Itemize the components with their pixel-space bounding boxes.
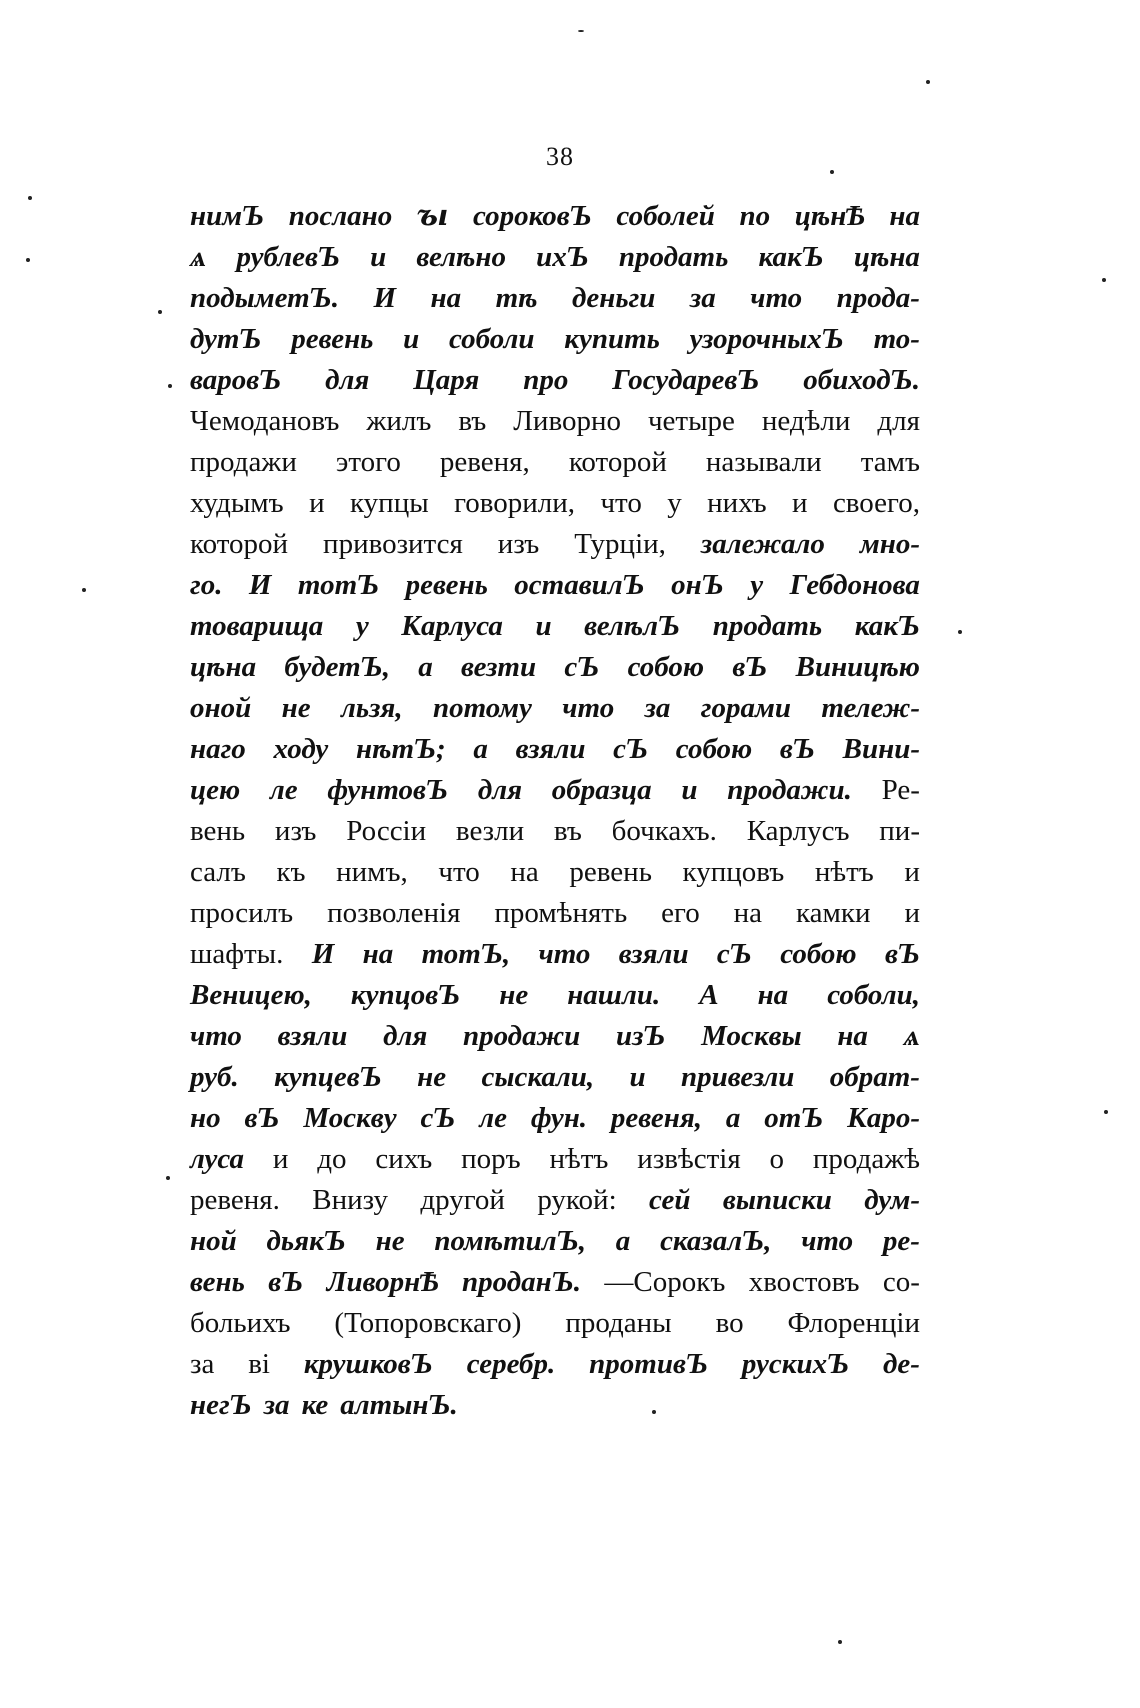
word: тотЪ, bbox=[421, 938, 511, 970]
word: въ bbox=[553, 815, 582, 847]
word: сороковЪ bbox=[473, 200, 592, 232]
word: ле bbox=[269, 774, 298, 806]
word: продажи bbox=[190, 446, 297, 478]
word: ревень bbox=[291, 323, 374, 355]
word: его bbox=[661, 897, 700, 929]
word: рукой: bbox=[537, 1184, 617, 1216]
word: (Топоровскаго) bbox=[334, 1307, 522, 1339]
word: фунтовЪ bbox=[327, 774, 449, 806]
word: какЪ bbox=[758, 241, 824, 273]
word: Россіи bbox=[346, 815, 427, 847]
word: а bbox=[615, 1225, 631, 1257]
word: у bbox=[750, 569, 764, 601]
text-line bbox=[190, 688, 920, 729]
word: позволенія bbox=[327, 897, 461, 929]
word: дум- bbox=[864, 1184, 920, 1216]
text-line bbox=[190, 811, 920, 852]
word: Карлуса bbox=[401, 610, 503, 642]
word: Турціи, bbox=[574, 528, 666, 560]
word: пи- bbox=[879, 815, 920, 847]
word: сыскали, bbox=[481, 1061, 595, 1093]
word: Гебдонова bbox=[789, 569, 920, 601]
word: ГосударевЪ bbox=[612, 364, 760, 396]
text-line bbox=[190, 1303, 920, 1344]
word: мно- bbox=[859, 528, 920, 560]
text-line bbox=[190, 360, 920, 401]
word: Москвы bbox=[701, 1020, 802, 1052]
text-line bbox=[190, 278, 920, 319]
word: обрат- bbox=[829, 1061, 920, 1093]
word: за bbox=[644, 692, 671, 724]
word: серебр. bbox=[466, 1348, 556, 1380]
word: у bbox=[667, 487, 682, 519]
text-line bbox=[190, 1344, 920, 1385]
text-line bbox=[190, 975, 920, 1016]
scan-speck bbox=[158, 310, 162, 314]
word: Ливорно bbox=[513, 405, 621, 437]
word: ревень bbox=[569, 856, 652, 888]
word: бочкахъ. bbox=[611, 815, 717, 847]
word: проданы bbox=[565, 1307, 672, 1339]
word: которой bbox=[568, 446, 667, 478]
word: и bbox=[904, 897, 920, 929]
word: для bbox=[477, 774, 523, 806]
scan-speck bbox=[82, 588, 86, 592]
word: что bbox=[750, 282, 803, 314]
word: камки bbox=[796, 897, 871, 929]
word: что bbox=[801, 1225, 854, 1257]
word: А bbox=[699, 979, 719, 1011]
word: не bbox=[417, 1061, 447, 1093]
word: для bbox=[325, 364, 370, 396]
text-line bbox=[190, 1057, 920, 1098]
word: наго bbox=[190, 733, 246, 765]
word: на bbox=[889, 200, 920, 232]
word: Москву bbox=[303, 1102, 397, 1134]
word: ЛиворнѢ bbox=[326, 1266, 439, 1298]
word: купцовЪ bbox=[350, 979, 461, 1011]
word: го. bbox=[190, 569, 223, 601]
word: ꙑ bbox=[416, 200, 449, 232]
word: что bbox=[562, 692, 615, 724]
text-line bbox=[190, 196, 920, 237]
word: алтынЪ. bbox=[340, 1389, 458, 1421]
word: сихъ bbox=[375, 1143, 433, 1175]
text-line bbox=[190, 729, 920, 770]
word: послано bbox=[288, 200, 393, 232]
word: ке bbox=[301, 1389, 329, 1421]
word: взяли bbox=[618, 938, 689, 970]
text-line bbox=[190, 1262, 920, 1303]
word: цѣнѢ bbox=[794, 200, 865, 232]
text-line bbox=[190, 442, 920, 483]
word: купцы bbox=[350, 487, 429, 519]
text-line bbox=[190, 893, 920, 934]
word: онЪ bbox=[671, 569, 724, 601]
word: велѣно bbox=[416, 241, 506, 273]
word: и bbox=[309, 487, 325, 519]
word: продажи bbox=[462, 1020, 581, 1052]
text-line bbox=[190, 647, 920, 688]
word: Ре- bbox=[881, 774, 920, 806]
word: и bbox=[904, 856, 920, 888]
word: продажи. bbox=[727, 774, 852, 806]
word: хвостовъ bbox=[748, 1266, 860, 1298]
word: везли bbox=[455, 815, 525, 847]
word: сказалЪ, bbox=[660, 1225, 772, 1257]
word: сЪ bbox=[613, 733, 649, 765]
word: но bbox=[190, 1102, 221, 1134]
word: для bbox=[877, 405, 920, 437]
word: сЪ bbox=[716, 938, 752, 970]
text-line bbox=[190, 606, 920, 647]
word: до bbox=[317, 1143, 347, 1175]
word: Веницею, bbox=[190, 979, 312, 1011]
text-line bbox=[190, 565, 920, 606]
word: и bbox=[629, 1061, 646, 1093]
word: ной bbox=[190, 1225, 237, 1257]
word: продажѣ bbox=[812, 1143, 920, 1175]
text-line bbox=[190, 401, 920, 442]
word: и bbox=[681, 774, 698, 806]
word: про bbox=[523, 364, 569, 396]
word: другой bbox=[420, 1184, 505, 1216]
word: по bbox=[739, 200, 771, 232]
word: ходу bbox=[273, 733, 329, 765]
word: и bbox=[403, 323, 420, 355]
word: къ bbox=[276, 856, 306, 888]
word: ѧ bbox=[903, 1020, 920, 1052]
word: собою bbox=[675, 733, 753, 765]
word: рублевЪ bbox=[236, 241, 340, 273]
word: тотЪ bbox=[297, 569, 380, 601]
word: а bbox=[418, 651, 433, 683]
word: узорочныхЪ bbox=[689, 323, 844, 355]
word: не bbox=[375, 1225, 405, 1257]
word: дутЪ bbox=[190, 323, 262, 355]
word: цѣна bbox=[190, 651, 257, 683]
word: негЪ bbox=[190, 1389, 252, 1421]
word: соболей bbox=[616, 200, 715, 232]
word: отЪ bbox=[764, 1102, 824, 1134]
word: рускихЪ bbox=[741, 1348, 850, 1380]
word: оставилЪ bbox=[514, 569, 645, 601]
word: а bbox=[725, 1102, 741, 1134]
word: ві bbox=[248, 1348, 270, 1380]
text-line bbox=[190, 1385, 920, 1426]
word: помѣтилЪ, bbox=[434, 1225, 586, 1257]
word: нѣтъ bbox=[549, 1143, 609, 1175]
word: на bbox=[362, 938, 394, 970]
word: Внизу bbox=[312, 1184, 388, 1216]
word: нѣтъ bbox=[814, 856, 874, 888]
word: нѣтЪ; bbox=[356, 733, 446, 765]
word: на bbox=[733, 897, 763, 929]
scan-speck bbox=[830, 170, 834, 174]
word: крушковЪ bbox=[303, 1348, 433, 1380]
word: нимъ, bbox=[336, 856, 408, 888]
word: купцевЪ bbox=[274, 1061, 382, 1093]
word: нашли. bbox=[567, 979, 661, 1011]
word: соболи, bbox=[827, 979, 920, 1011]
word: вЪ bbox=[244, 1102, 280, 1134]
word: варовЪ bbox=[190, 364, 282, 396]
word: а bbox=[473, 733, 488, 765]
word: вЪ bbox=[732, 651, 768, 683]
word: льзя, bbox=[340, 692, 403, 724]
word: купить bbox=[564, 323, 660, 355]
word: взяли bbox=[515, 733, 586, 765]
word: вЪ bbox=[268, 1266, 304, 1298]
scan-speck bbox=[28, 196, 32, 200]
word: ихЪ bbox=[536, 241, 589, 273]
word: ле bbox=[479, 1102, 507, 1134]
word: и bbox=[272, 1143, 289, 1175]
word: Вини- bbox=[842, 733, 920, 765]
word: И bbox=[373, 282, 397, 314]
word: фун. bbox=[530, 1102, 588, 1134]
word: тамъ bbox=[860, 446, 920, 478]
word: этого bbox=[335, 446, 401, 478]
word: дьякЪ bbox=[266, 1225, 346, 1257]
word: сей bbox=[649, 1184, 691, 1216]
word: противЪ bbox=[589, 1348, 708, 1380]
word: ревеня, bbox=[610, 1102, 703, 1134]
word: и bbox=[535, 610, 552, 642]
word: вень bbox=[190, 1266, 245, 1298]
word: и bbox=[370, 241, 387, 273]
word: собою bbox=[627, 651, 705, 683]
word: нихъ bbox=[707, 487, 767, 519]
scan-speck bbox=[1104, 1110, 1108, 1114]
word: у bbox=[355, 610, 369, 642]
word: вЪ bbox=[779, 733, 815, 765]
word: оной bbox=[190, 692, 252, 724]
word: горами bbox=[700, 692, 791, 724]
word: больихъ bbox=[190, 1307, 291, 1339]
word: на bbox=[757, 979, 789, 1011]
text-line bbox=[190, 483, 920, 524]
word: что bbox=[438, 856, 480, 888]
word: вень bbox=[190, 815, 246, 847]
word: взяли bbox=[277, 1020, 348, 1052]
word: изЪ bbox=[615, 1020, 666, 1052]
word: подыметЪ. bbox=[190, 282, 339, 314]
word: поръ bbox=[461, 1143, 521, 1175]
text-line bbox=[190, 1221, 920, 1262]
word: тележ- bbox=[821, 692, 920, 724]
word: обиходЪ. bbox=[803, 364, 920, 396]
scan-speck bbox=[958, 630, 962, 634]
scan-speck bbox=[168, 384, 172, 388]
word: цею bbox=[190, 774, 241, 806]
word: Каро- bbox=[847, 1102, 920, 1134]
scan-speck bbox=[838, 1640, 842, 1644]
word: ѧ bbox=[190, 241, 207, 273]
word: продать bbox=[712, 610, 823, 642]
word: проданЪ. bbox=[462, 1266, 582, 1298]
word: что bbox=[190, 1020, 242, 1052]
word: недѣли bbox=[761, 405, 851, 437]
word: И bbox=[311, 938, 335, 970]
word: товарища bbox=[190, 610, 324, 642]
text-line bbox=[190, 852, 920, 893]
scan-speck bbox=[652, 1410, 656, 1414]
word: велѣлЪ bbox=[584, 610, 681, 642]
word: продать bbox=[618, 241, 729, 273]
scan-speck bbox=[926, 80, 930, 84]
word: залежало bbox=[700, 528, 825, 560]
word: просилъ bbox=[190, 897, 294, 929]
word: о bbox=[769, 1143, 785, 1175]
word: какЪ bbox=[854, 610, 920, 642]
word: четыре bbox=[647, 405, 735, 437]
word: во bbox=[715, 1307, 744, 1339]
word: шафты. bbox=[190, 938, 284, 970]
word: не bbox=[499, 979, 529, 1011]
text-line bbox=[190, 237, 920, 278]
word: за bbox=[263, 1389, 290, 1421]
word: въ bbox=[458, 405, 487, 437]
word: Карлусъ bbox=[746, 815, 850, 847]
word: на bbox=[837, 1020, 868, 1052]
word: И bbox=[248, 569, 272, 601]
word: де- bbox=[883, 1348, 920, 1380]
word: то- bbox=[873, 323, 920, 355]
word: своего, bbox=[832, 487, 920, 519]
word: Царя bbox=[413, 364, 480, 396]
text-line bbox=[190, 319, 920, 360]
word: называли bbox=[705, 446, 822, 478]
word: соболи bbox=[449, 323, 535, 355]
word: что bbox=[538, 938, 591, 970]
word: Виницѣю bbox=[795, 651, 920, 683]
word: везти bbox=[461, 651, 537, 683]
scan-speck bbox=[26, 258, 30, 262]
word: купцовъ bbox=[682, 856, 785, 888]
word: со- bbox=[882, 1266, 920, 1298]
word: и bbox=[792, 487, 808, 519]
word: руб. bbox=[190, 1061, 239, 1093]
word: тѣ bbox=[495, 282, 538, 314]
word: промѣнять bbox=[494, 897, 628, 929]
word: за bbox=[190, 1348, 215, 1380]
word: вЪ bbox=[884, 938, 920, 970]
word: что bbox=[600, 487, 642, 519]
word: на bbox=[510, 856, 539, 888]
word: сЪ bbox=[564, 651, 600, 683]
word: луса bbox=[190, 1143, 244, 1175]
word: ре- bbox=[882, 1225, 920, 1257]
word: жилъ bbox=[366, 405, 432, 437]
word: деньги bbox=[571, 282, 656, 314]
word: салъ bbox=[190, 856, 246, 888]
word: цѣна bbox=[853, 241, 920, 273]
text-line bbox=[190, 1098, 920, 1139]
page-number: 38 bbox=[546, 142, 574, 171]
word: худымъ bbox=[190, 487, 284, 519]
word: потому bbox=[432, 692, 532, 724]
word: выписки bbox=[722, 1184, 832, 1216]
text-line bbox=[190, 1180, 920, 1221]
text-line bbox=[190, 1016, 920, 1057]
word: не bbox=[281, 692, 311, 724]
word: для bbox=[383, 1020, 428, 1052]
word: образца bbox=[551, 774, 652, 806]
text-line bbox=[190, 1139, 920, 1180]
word: —Сорокъ bbox=[604, 1266, 726, 1298]
text-line bbox=[190, 770, 920, 811]
word: говорили, bbox=[454, 487, 576, 519]
word: ревеня. bbox=[190, 1184, 280, 1216]
word: извѣстія bbox=[637, 1143, 741, 1175]
word: ревень bbox=[405, 569, 488, 601]
scan-speck bbox=[578, 30, 584, 32]
word: за bbox=[689, 282, 716, 314]
word: привезли bbox=[680, 1061, 795, 1093]
word: будетЪ, bbox=[284, 651, 390, 683]
word: изъ bbox=[497, 528, 540, 560]
text-line bbox=[190, 524, 920, 565]
word: собою bbox=[780, 938, 857, 970]
body-text bbox=[190, 196, 920, 1426]
word: Флоренціи bbox=[787, 1307, 920, 1339]
word: нимЪ bbox=[190, 200, 265, 232]
scan-speck bbox=[166, 1176, 170, 1180]
word: изъ bbox=[274, 815, 317, 847]
word: на bbox=[430, 282, 462, 314]
word: сЪ bbox=[420, 1102, 456, 1134]
word: ревеня, bbox=[439, 446, 530, 478]
word: привозится bbox=[323, 528, 463, 560]
word: прода- bbox=[836, 282, 920, 314]
word: которой bbox=[190, 528, 289, 560]
text-line bbox=[190, 934, 920, 975]
word: Чемодановъ bbox=[190, 405, 340, 437]
scan-speck bbox=[1102, 278, 1106, 282]
